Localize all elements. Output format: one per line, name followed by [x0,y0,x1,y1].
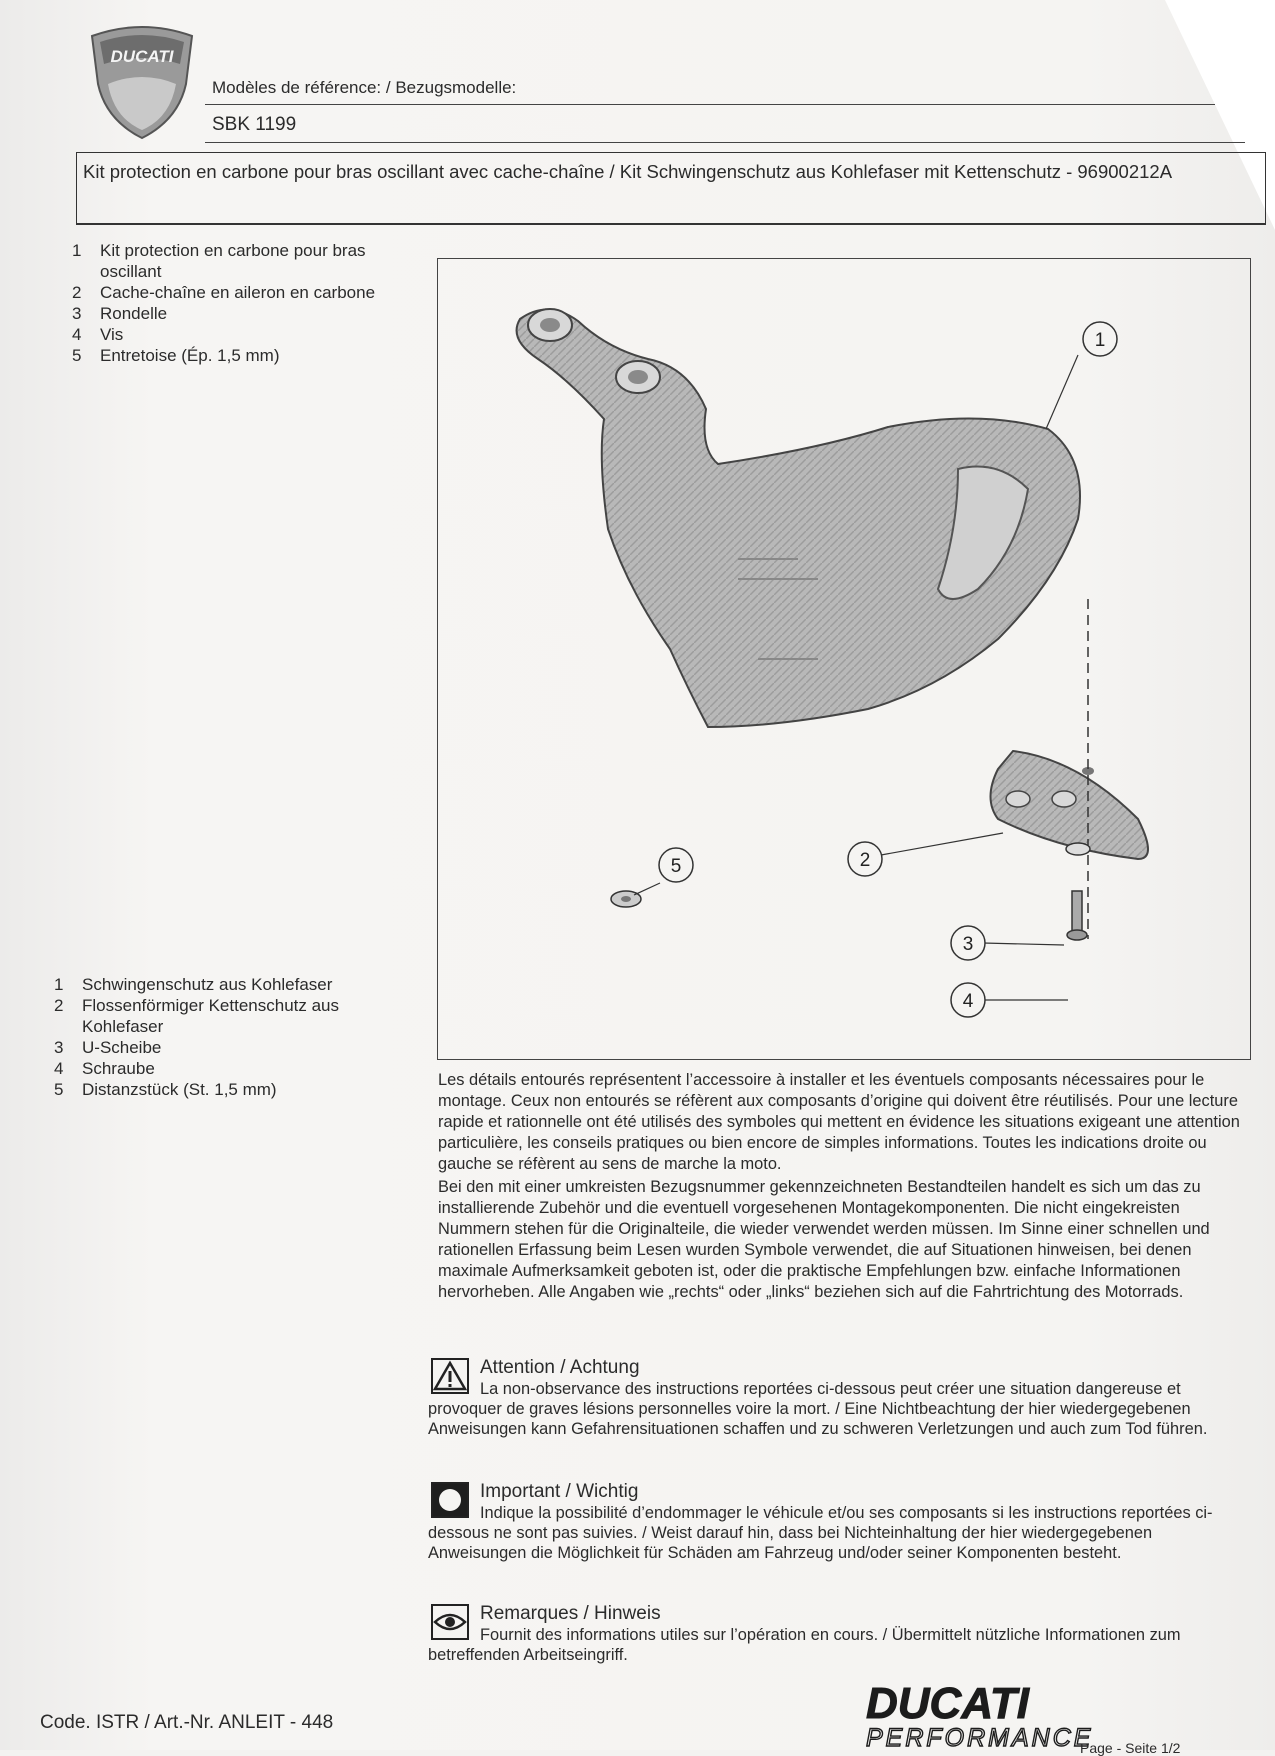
callout-5 [634,848,693,895]
list-item: 5 Distanzstück (St. 1,5 mm) [54,1080,277,1099]
callout-1 [1046,322,1117,429]
list-item: 5 Entretoise (Ép. 1,5 mm) [72,346,280,365]
models-divider [205,104,1215,105]
svg-text:2: 2 [859,850,871,871]
svg-text:5: 5 [670,856,682,877]
callout-3 [951,926,1064,960]
ducati-shield-logo [86,22,198,140]
models-label: Modèles de référence: / Bezugsmodelle: [212,78,517,97]
svg-text:1: 1 [1094,330,1106,351]
list-item: 2 Cache-chaîne en aileron en carbone [72,283,376,302]
description-fr: Les détails entourés représentent l’accessoire à installer et les éventuels composants nécessaires pour le montage. Ceux non entourés se réfèrent aux composants d’origine qui doivent être réutilisés. Pour une lecture rapide et rationnelle ont été utilisés des symboles qui mettent en évidence les situations exigeant une attention particulière, les conseils pratiques ou bien encore de simples informations. Toutes les indications droite ou gauche se réfèrent au sens de marche la moto. [438,1071,1240,1173]
remarks-title: Remarques / Hinweis [480,1603,661,1624]
footer-brand: DUCATI [866,1679,1029,1728]
model-value: SBK 1199 [212,114,297,135]
swingarm-protector-part [517,309,1080,727]
ducati-performance-logo [866,1676,1236,1750]
warning-icon [431,1358,469,1394]
list-item: 4 Schraube [54,1059,155,1078]
important-title: Important / Wichtig [480,1481,639,1502]
document-code: Code. ISTR / Art.-Nr. ANLEIT - 448 [40,1712,334,1733]
list-item: 3 U-Scheibe [54,1038,162,1057]
list-item: 3 Rondelle [72,304,168,323]
parts-drawing [438,259,1250,1059]
screw-part [1067,891,1087,940]
parts-list-fr [72,240,412,366]
exploded-view-figure [437,258,1251,1060]
model-divider [205,142,1245,143]
callout-2 [848,833,1003,876]
list-item: 2 Flossenförmiger Kettenschutz aus Kohlefaser [54,996,340,1036]
page-number: Page - Seite 1/2 [1080,1740,1181,1756]
shield-brand-text: DUCATI [110,47,174,66]
washer-part [1066,843,1090,855]
attention-title: Attention / Achtung [480,1357,640,1378]
notice-remarks [428,1604,1236,1665]
description-de: Bei den mit einer umkreisten Bezugsnummer gekennzeichneten Bestandteilen handelt es sich um das zu installierende Zubehör und die eventuell vorgesehenen Montagekomponenten. Die nicht eingekreisten Nummern stehen für die Originalteile, die wieder verwendet werden müssen. Im Sinne einer schnellen und rationellen Erfassung beim Lesen wurden Symbole verwendet, die auf Situationen hinweisen, bei denen maximale Aufmerksamkeit geboten ist, oder die praktische Empfehlungen bzw. einfache Informationen hervorheben. Alle Angaben wie „rechts“ oder „links“ beziehen sich auf die Fahrtrichtung des Motorrads. [438,1178,1210,1301]
list-item: 4 Vis [72,325,124,344]
kit-title: Kit protection en carbone pour bras oscillant avec cache-chaîne / Kit Schwingenschutz aus Kohlefaser mit Kettenschutz - 96900212A [83,161,1173,182]
notice-attention [428,1358,1236,1439]
remarks-body: Fournit des informations utiles sur l’opération en cours. / Übermittelt nützliche Informationen zum betreffenden Arbeitseingriff. [428,1626,1181,1664]
kit-title-box [76,152,1266,225]
attention-body: La non-observance des instructions reportées ci-dessous peut créer une situation dangereuse et provoquer de graves lésions personnelles voire la mort. / Eine Nichtbeachtung der hier wiedergegebenen Anweisungen kann Gefahrensituationen schaffen und zu schweren Verletzungen und auch zum Tod führen. [428,1380,1208,1438]
important-icon [431,1482,469,1518]
chain-guard-part [991,751,1149,859]
parts-list-de [54,974,394,1100]
footer-brand-sub: PERFORMANCE [866,1724,1094,1750]
svg-text:4: 4 [962,991,974,1012]
svg-text:3: 3 [962,934,974,955]
important-body: Indique la possibilité d’endommager le véhicule et/ou ses composants si les instructions reportées ci-dessous ne sont pas suivies. / Weist darauf hin, dass bei Nichteinhaltung der hier wiedergegebenen Anweisungen die Möglichkeit für Schäden am Fahrzeug und/oder seiner Komponenten besteht. [428,1504,1213,1562]
callout-4 [951,983,1068,1017]
legend-description [438,1070,1244,1305]
list-item: 1 Kit protection en carbone pour bras oscillant [72,241,366,281]
eye-icon [431,1604,469,1640]
list-item: 1 Schwingenschutz aus Kohlefaser [54,975,333,994]
notice-important [428,1482,1236,1563]
